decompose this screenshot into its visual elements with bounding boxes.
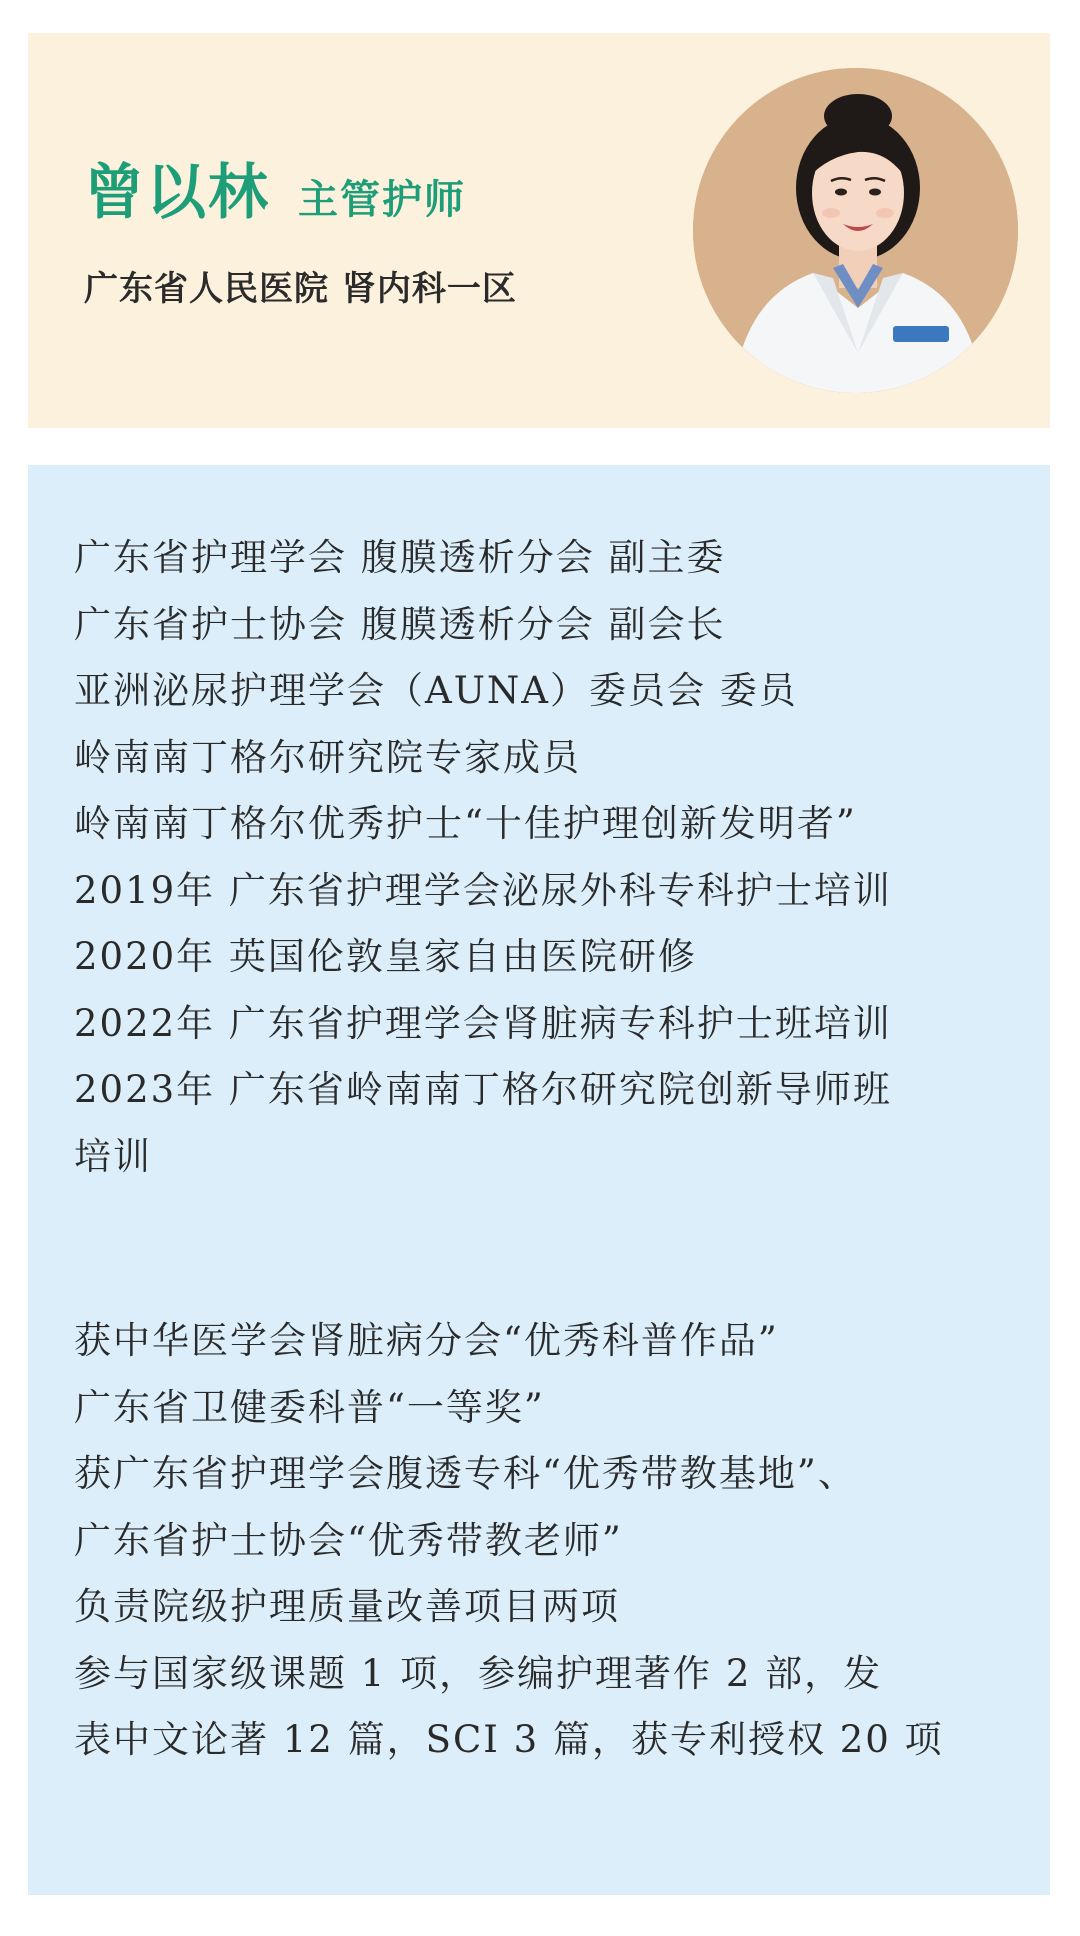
credential-line: 2023年 广东省岭南南丁格尔研究院创新导师班 <box>74 1068 892 1111</box>
achievement-line: 获广东省护理学会腹透专科“优秀带教基地”、 <box>74 1452 857 1495</box>
credential-line: 2020年 英国伦敦皇家自由医院研修 <box>74 935 697 978</box>
credential-line: 2022年 广东省护理学会肾脏病专科护士班培训 <box>74 1001 892 1045</box>
credential-line: 岭南南丁格尔优秀护士“十佳护理创新发明者” <box>74 802 857 845</box>
achievement-line: 表中文论著 12 篇，SCI 3 篇，获专利授权 20 项 <box>74 1718 944 1761</box>
credential-line: 2019年 广东省护理学会泌尿外科专科护士培训 <box>74 868 892 912</box>
credential-line: 培训 <box>74 1134 152 1178</box>
credentials-list <box>74 525 892 1190</box>
credential-line: 广东省护理学会 腹膜透析分会 副主委 <box>74 536 726 579</box>
job-title: 主管护师 <box>298 177 466 223</box>
achievement-line: 负责院级护理质量改善项目两项 <box>74 1585 620 1628</box>
credential-line: 亚洲泌尿护理学会（AUNA）委员会 委员 <box>74 669 798 712</box>
bio-card <box>28 465 1050 1895</box>
credential-line: 岭南南丁格尔研究院专家成员 <box>74 735 581 779</box>
affiliation: 广东省人民医院 肾内科一区 <box>84 269 517 309</box>
credential-line: 广东省护士协会 腹膜透析分会 副会长 <box>74 602 726 646</box>
nurse-portrait-icon <box>693 68 1018 393</box>
person-name: 曾以林 <box>84 158 270 228</box>
name-row <box>84 145 466 231</box>
achievements-list <box>74 1308 944 1774</box>
achievement-line: 广东省卫健委科普“一等奖” <box>74 1385 545 1429</box>
achievement-line: 参与国家级课题 1 项，参编护理著作 2 部，发 <box>74 1651 883 1695</box>
achievement-line: 获中华医学会肾脏病分会“优秀科普作品” <box>74 1319 779 1362</box>
avatar <box>693 68 1018 393</box>
profile-header-card <box>28 33 1050 428</box>
achievement-line: 广东省护士协会“优秀带教老师” <box>74 1518 623 1562</box>
